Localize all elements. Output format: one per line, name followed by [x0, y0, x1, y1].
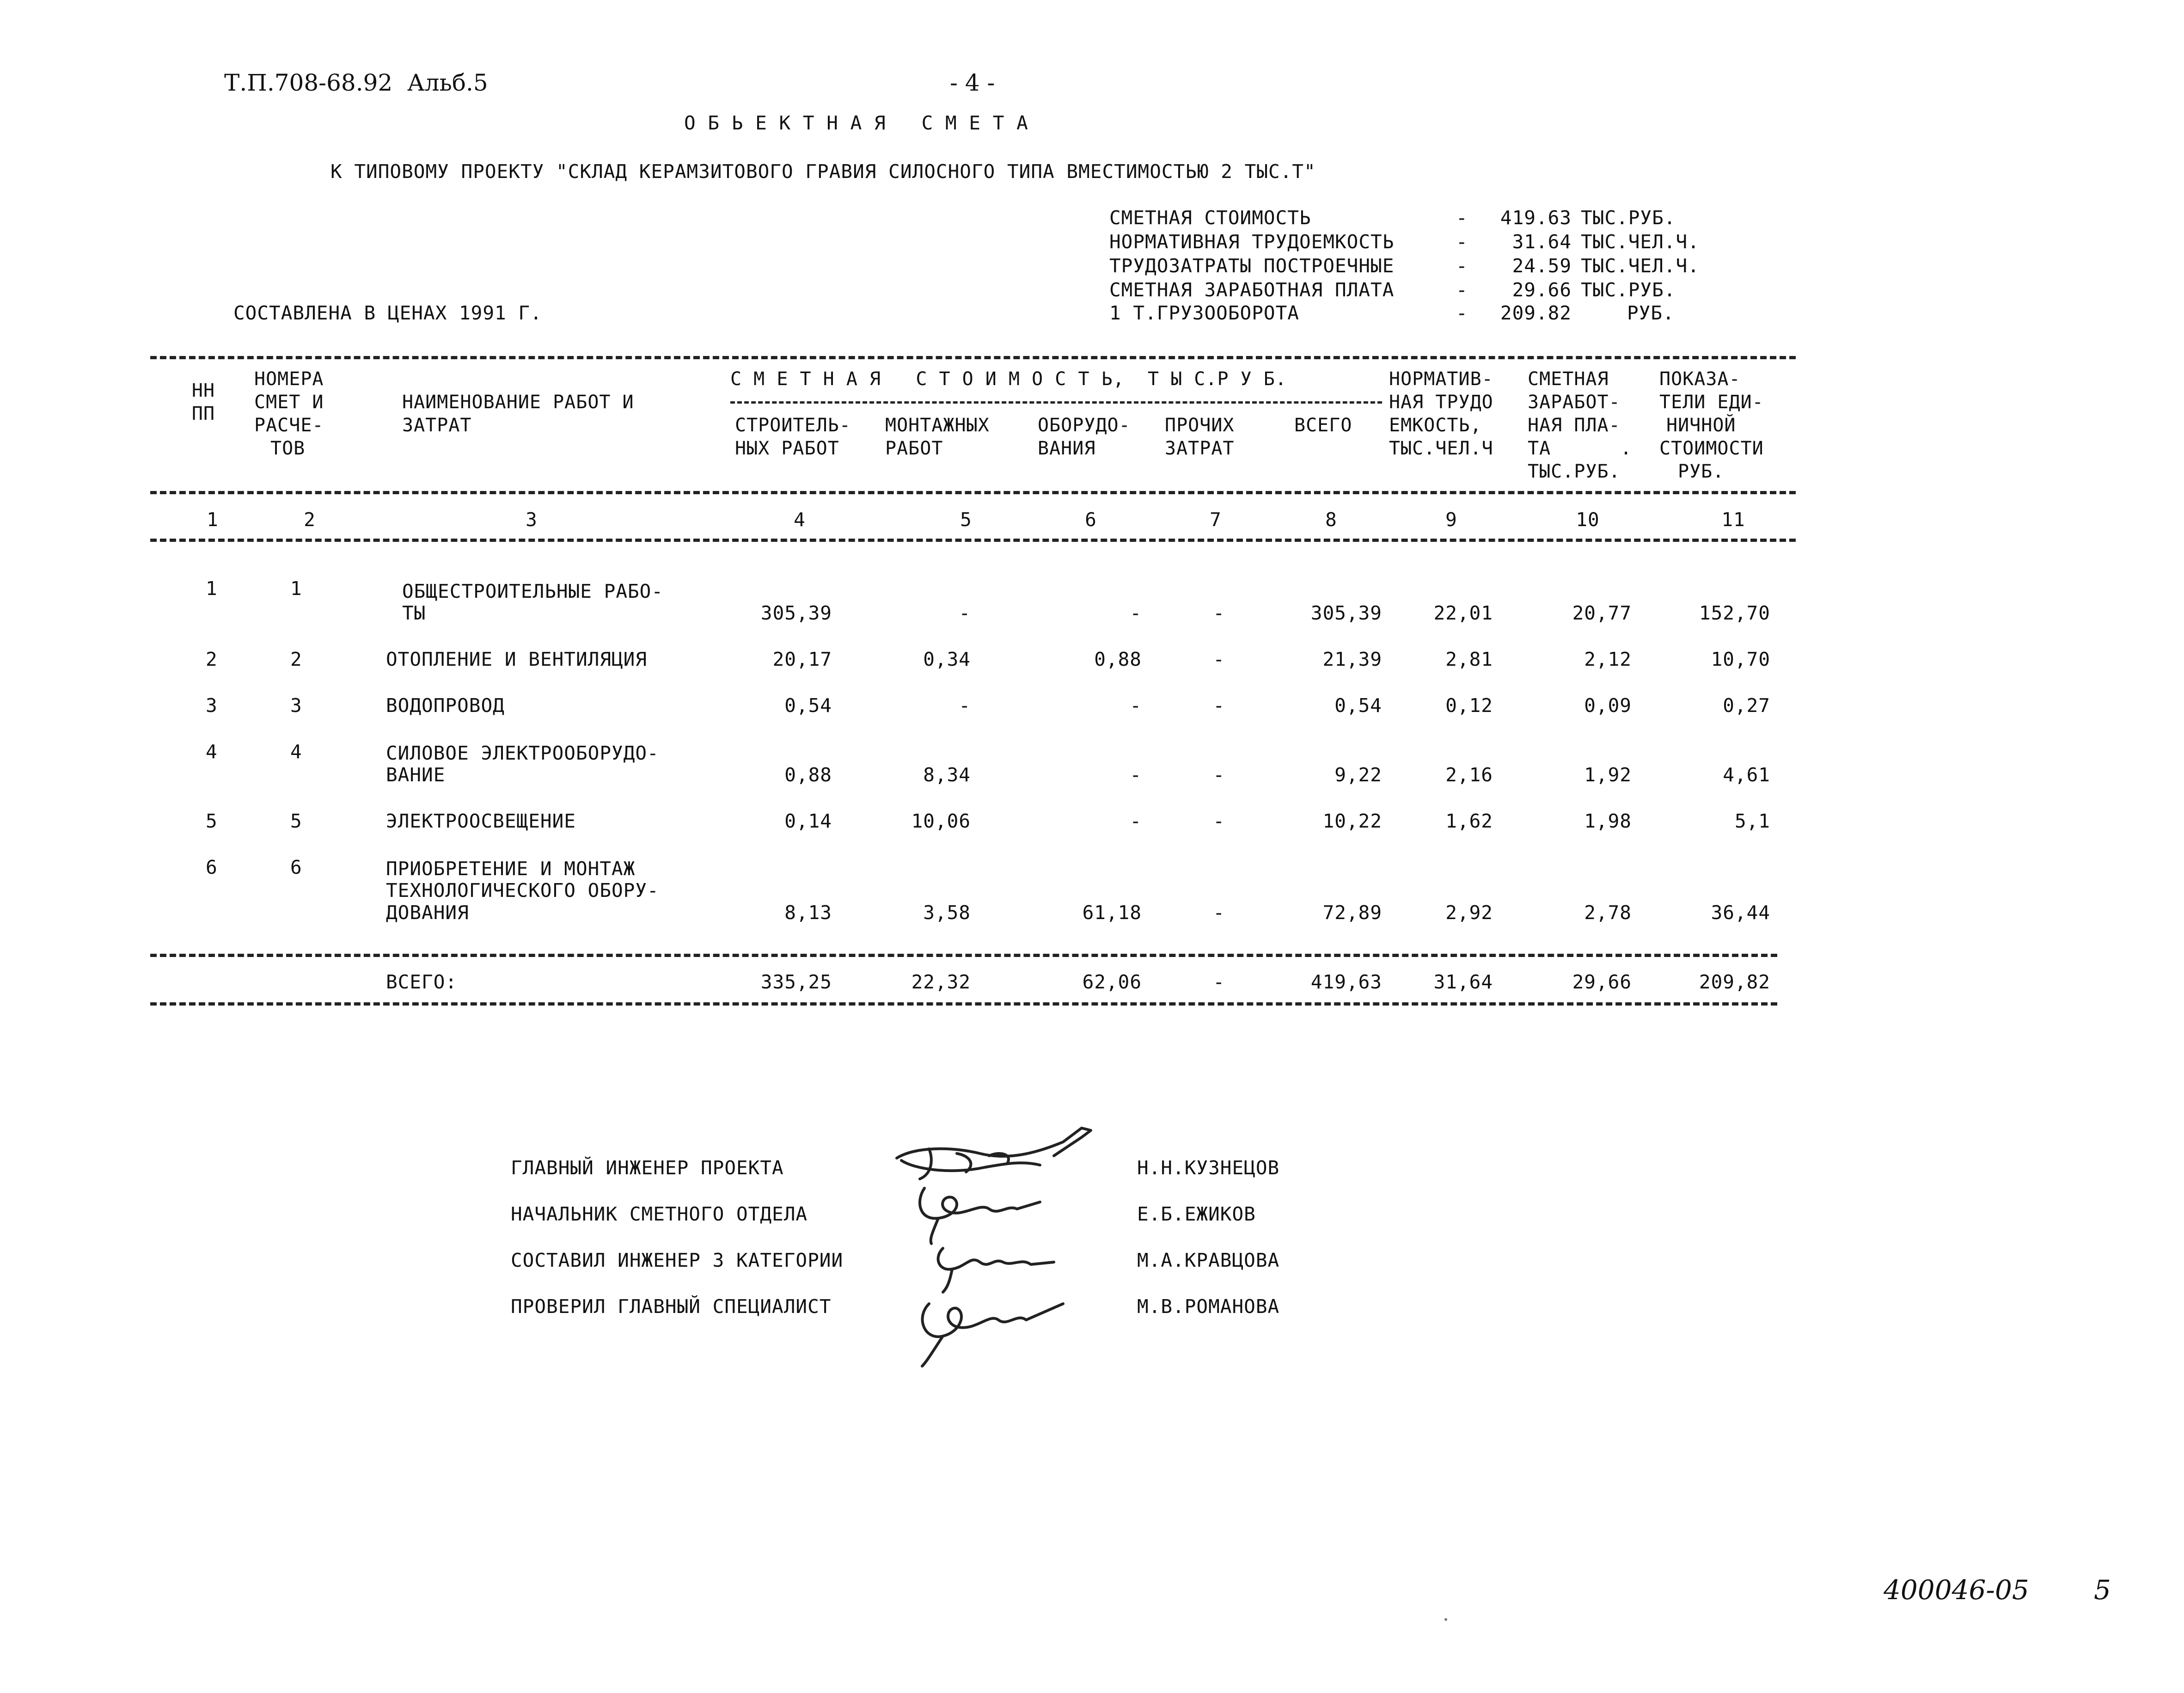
cell-unit-cost: 209,82 [1699, 971, 1770, 993]
header-col9-line: ТЫС.ЧЕЛ.Ч [1389, 438, 1493, 459]
row-nn: 6 [206, 856, 218, 878]
header-col11-line: СТОИМОСТИ [1659, 438, 1764, 459]
cell-unit-cost: 4,61 [1723, 764, 1770, 786]
header-col8-line: ВСЕГО [1294, 415, 1352, 436]
speck [1444, 1618, 1447, 1621]
cell-labor: 0,12 [1445, 694, 1493, 717]
cell-total: 419,63 [1310, 971, 1382, 993]
cell-equipment: 62,06 [1082, 971, 1142, 993]
row-ref: 3 [290, 694, 302, 717]
cell-wages: 1,98 [1584, 810, 1632, 832]
header-col10-line: ТЫС.РУБ. [1528, 461, 1621, 482]
cell-labor: 2,92 [1445, 902, 1493, 924]
header-col6-line: ОБОРУДО- [1038, 415, 1131, 436]
cell-total: 72,89 [1322, 902, 1382, 924]
cell-installation: 8,34 [923, 764, 971, 786]
signature-name: Е.Б.ЕЖИКОВ [1137, 1203, 1256, 1225]
summary-dash: - [1456, 207, 1468, 229]
header-col1-line: НН [191, 380, 215, 401]
header-col2-line: РАСЧЕ- [254, 415, 324, 436]
cell-unit-cost: 10,70 [1711, 648, 1770, 670]
column-number: 9 [1445, 509, 1457, 531]
header-col9-line: ЕМКОСТЬ, [1389, 415, 1482, 436]
row-name: ТЕХНОЛОГИЧЕСКОГО ОБОРУ- [386, 879, 659, 902]
header-col11-line: ПОКАЗА- [1659, 368, 1741, 390]
page-number: - 4 - [950, 69, 995, 96]
signature-role: СОСТАВИЛ ИНЖЕНЕР 3 КАТЕГОРИИ [511, 1249, 844, 1271]
row-ref: 2 [290, 648, 302, 670]
cell-construction: 0,14 [784, 810, 832, 832]
cell-equipment: - [1130, 810, 1142, 832]
header-col7-line: ЗАТРАТ [1165, 438, 1235, 459]
column-number: 11 [1721, 509, 1745, 531]
cell-labor: 31,64 [1433, 971, 1493, 993]
column-number: 3 [526, 509, 538, 531]
header-col11-line: НИЧНОЙ [1666, 415, 1736, 436]
document-subtitle: К ТИПОВОМУ ПРОЕКТУ "СКЛАД КЕРАМЗИТОВОГО ГРАВИЯ СИЛОСНОГО ТИПА ВМЕСТИМОСТЬЮ 2 ТЫС.Т" [330, 160, 1316, 183]
cell-equipment: 0,88 [1094, 648, 1142, 670]
cell-other: - [1213, 648, 1225, 670]
summary-value: 209.82 [1500, 302, 1572, 324]
row-name: ВАНИЕ [386, 764, 446, 786]
header-col9-line: НОРМАТИВ- [1389, 368, 1493, 390]
header-col5-line: РАБОТ [885, 438, 943, 459]
cell-installation: 0,34 [923, 648, 971, 670]
summary-dash: - [1456, 255, 1468, 277]
column-number: 8 [1325, 509, 1337, 531]
cell-installation: 10,06 [911, 810, 971, 832]
cell-construction: 20,17 [772, 648, 832, 670]
header-col10-line: НАЯ ПЛА- [1528, 415, 1621, 436]
summary-dash: - [1456, 279, 1468, 301]
signature-role: ГЛАВНЫЙ ИНЖЕНЕР ПРОЕКТА [511, 1157, 784, 1179]
cell-other: - [1213, 764, 1225, 786]
header-col1-line: ПП [191, 403, 215, 424]
summary-value: 24.59 [1512, 255, 1572, 277]
header-col3-line: ЗАТРАТ [402, 415, 472, 436]
cell-unit-cost: 152,70 [1699, 602, 1770, 624]
signature-role: НАЧАЛЬНИК СМЕТНОГО ОТДЕЛА [511, 1203, 808, 1225]
sheet-number: 5 [2094, 1574, 2111, 1606]
signature-stroke [931, 1218, 938, 1244]
row-ref: 5 [290, 810, 302, 832]
cell-unit-cost: 5,1 [1734, 810, 1770, 832]
row-nn: 5 [206, 810, 218, 832]
cell-wages: 29,66 [1572, 971, 1632, 993]
summary-unit: ТЫС.ЧЕЛ.Ч. [1581, 255, 1700, 277]
row-nn: 2 [206, 648, 218, 670]
cell-construction: 8,13 [784, 902, 832, 924]
header-col2-line: НОМЕРА [254, 368, 324, 390]
cell-total: 10,22 [1322, 810, 1382, 832]
header-col4-line: НЫХ РАБОТ [735, 438, 839, 459]
summary-value: 29.66 [1512, 279, 1572, 301]
column-number: 5 [960, 509, 972, 531]
cell-other: - [1213, 602, 1225, 624]
cell-construction: 0,88 [784, 764, 832, 786]
header-col2-line: ТОВ [270, 438, 306, 459]
cell-construction: 305,39 [760, 602, 832, 624]
signature-stroke [920, 1188, 1040, 1218]
cell-total: 0,54 [1334, 694, 1382, 717]
summary-label: ТРУДОЗАТРАТЫ ПОСТРОЕЧНЫЕ [1109, 255, 1395, 277]
header-col4-line: СТРОИТЕЛЬ- [735, 415, 851, 436]
signature-name: М.А.КРАВЦОВА [1137, 1249, 1280, 1271]
signature-stroke [922, 1336, 943, 1366]
summary-label: НОРМАТИВНАЯ ТРУДОЕМКОСТЬ [1109, 231, 1395, 253]
signature-stroke [923, 1304, 1063, 1337]
header-col9-line: НАЯ ТРУДО [1389, 392, 1493, 413]
summary-label: 1 Т.ГРУЗООБОРОТА [1109, 302, 1299, 324]
row-nn: 3 [206, 694, 218, 717]
cell-wages: 0,09 [1584, 694, 1632, 717]
header-col10-line: ТА . [1528, 438, 1632, 459]
row-ref: 6 [290, 856, 302, 878]
cell-other: - [1213, 971, 1225, 993]
row-name: СИЛОВОЕ ЭЛЕКТРООБОРУДО- [386, 742, 659, 764]
column-number: 10 [1576, 509, 1600, 531]
row-name: ПРИОБРЕТЕНИЕ И МОНТАЖ [386, 858, 636, 880]
cell-labor: 2,81 [1445, 648, 1493, 670]
cell-wages: 1,92 [1584, 764, 1632, 786]
cell-labor: 2,16 [1445, 764, 1493, 786]
header-col11-line: РУБ. [1678, 461, 1725, 482]
header-group-rule [730, 401, 1382, 404]
cell-installation: 3,58 [923, 902, 971, 924]
cell-other: - [1213, 694, 1225, 717]
cell-unit-cost: 36,44 [1711, 902, 1770, 924]
header-col3-line: НАИМЕНОВАНИЕ РАБОТ И [402, 392, 634, 413]
row-nn: 4 [206, 741, 218, 763]
summary-unit: ТЫС.ЧЕЛ.Ч. [1581, 231, 1700, 253]
column-number: 7 [1210, 509, 1222, 531]
document-code: Т.П.708-68.92 Альб.5 [224, 69, 488, 96]
header-col11-line: ТЕЛИ ЕДИ- [1659, 392, 1764, 413]
cell-unit-cost: 0,27 [1723, 694, 1770, 717]
signature-stroke [920, 1149, 1009, 1179]
cell-construction: 0,54 [784, 694, 832, 717]
cell-equipment: - [1130, 602, 1142, 624]
total-rule-top [150, 954, 1777, 957]
document-title: О Б Ь Е К Т Н А Я С М Е Т А [684, 112, 1028, 134]
cell-total: 9,22 [1334, 764, 1382, 786]
row-name: ВОДОПРОВОД [386, 694, 505, 717]
summary-value: 31.64 [1512, 231, 1572, 253]
header-rule [150, 491, 1796, 494]
archive-number: 400046-05 [1884, 1574, 2029, 1606]
summary-unit: РУБ. [1627, 302, 1675, 324]
header-col10-line: ЗАРАБОТ- [1528, 392, 1621, 413]
cell-equipment: - [1130, 694, 1142, 717]
summary-dash: - [1456, 231, 1468, 253]
cell-other: - [1213, 810, 1225, 832]
column-number: 4 [794, 509, 806, 531]
summary-dash: - [1456, 302, 1468, 324]
signature-role: ПРОВЕРИЛ ГЛАВНЫЙ СПЕЦИАЛИСТ [511, 1295, 832, 1318]
total-rule-bottom [150, 1002, 1777, 1006]
cell-total: 305,39 [1310, 602, 1382, 624]
row-name: ЭЛЕКТРООСВЕЩЕНИЕ [386, 810, 576, 832]
signature-stroke [938, 1248, 1054, 1270]
row-ref: 4 [290, 741, 302, 763]
cell-wages: 2,78 [1584, 902, 1632, 924]
summary-label: СМЕТНАЯ СТОИМОСТЬ [1109, 207, 1311, 229]
cell-labor: 1,62 [1445, 810, 1493, 832]
row-ref: 1 [290, 577, 302, 600]
cell-equipment: 61,18 [1082, 902, 1142, 924]
prices-note: СОСТАВЛЕНА В ЦЕНАХ 1991 Г. [233, 302, 542, 324]
total-label: ВСЕГО: [386, 971, 458, 993]
handwritten-signatures [887, 1110, 1109, 1368]
cell-installation: - [959, 602, 971, 624]
table-top-rule [150, 356, 1796, 359]
cell-construction: 335,25 [760, 971, 832, 993]
header-col7-line: ПРОЧИХ [1165, 415, 1235, 436]
cell-installation: - [959, 694, 971, 717]
column-number: 1 [207, 509, 219, 531]
column-number: 6 [1085, 509, 1097, 531]
row-name: ТЫ [402, 602, 426, 624]
signature-stroke [943, 1269, 952, 1292]
cell-labor: 22,01 [1433, 602, 1493, 624]
header-col6-line: ВАНИЯ [1038, 438, 1096, 459]
header-col5-line: МОНТАЖНЫХ [885, 415, 990, 436]
cell-wages: 20,77 [1572, 602, 1632, 624]
row-name: ДОВАНИЯ [386, 902, 469, 924]
signature-name: Н.Н.КУЗНЕЦОВ [1137, 1157, 1280, 1179]
cell-other: - [1213, 902, 1225, 924]
signature-name: М.В.РОМАНОВА [1137, 1295, 1280, 1318]
cell-wages: 2,12 [1584, 648, 1632, 670]
summary-unit: ТЫС.РУБ. [1581, 279, 1676, 301]
row-name: ОТОПЛЕНИЕ И ВЕНТИЛЯЦИЯ [386, 648, 648, 670]
summary-value: 419.63 [1500, 207, 1572, 229]
cell-installation: 22,32 [911, 971, 971, 993]
cell-equipment: - [1130, 764, 1142, 786]
cell-total: 21,39 [1322, 648, 1382, 670]
header-cost-group: С М Е Т Н А Я С Т О И М О С Т Ь, Т Ы С.Р У Б. [730, 368, 1287, 390]
header-col2-line: СМЕТ И [254, 392, 324, 413]
summary-unit: ТЫС.РУБ. [1581, 207, 1676, 229]
numbers-rule [150, 539, 1796, 542]
column-number: 2 [304, 509, 316, 531]
row-name: ОБЩЕСТРОИТЕЛЬНЫЕ РАБО- [402, 580, 664, 602]
summary-label: СМЕТНАЯ ЗАРАБОТНАЯ ПЛАТА [1109, 279, 1395, 301]
header-col10-line: СМЕТНАЯ [1528, 368, 1609, 390]
row-nn: 1 [206, 577, 218, 600]
